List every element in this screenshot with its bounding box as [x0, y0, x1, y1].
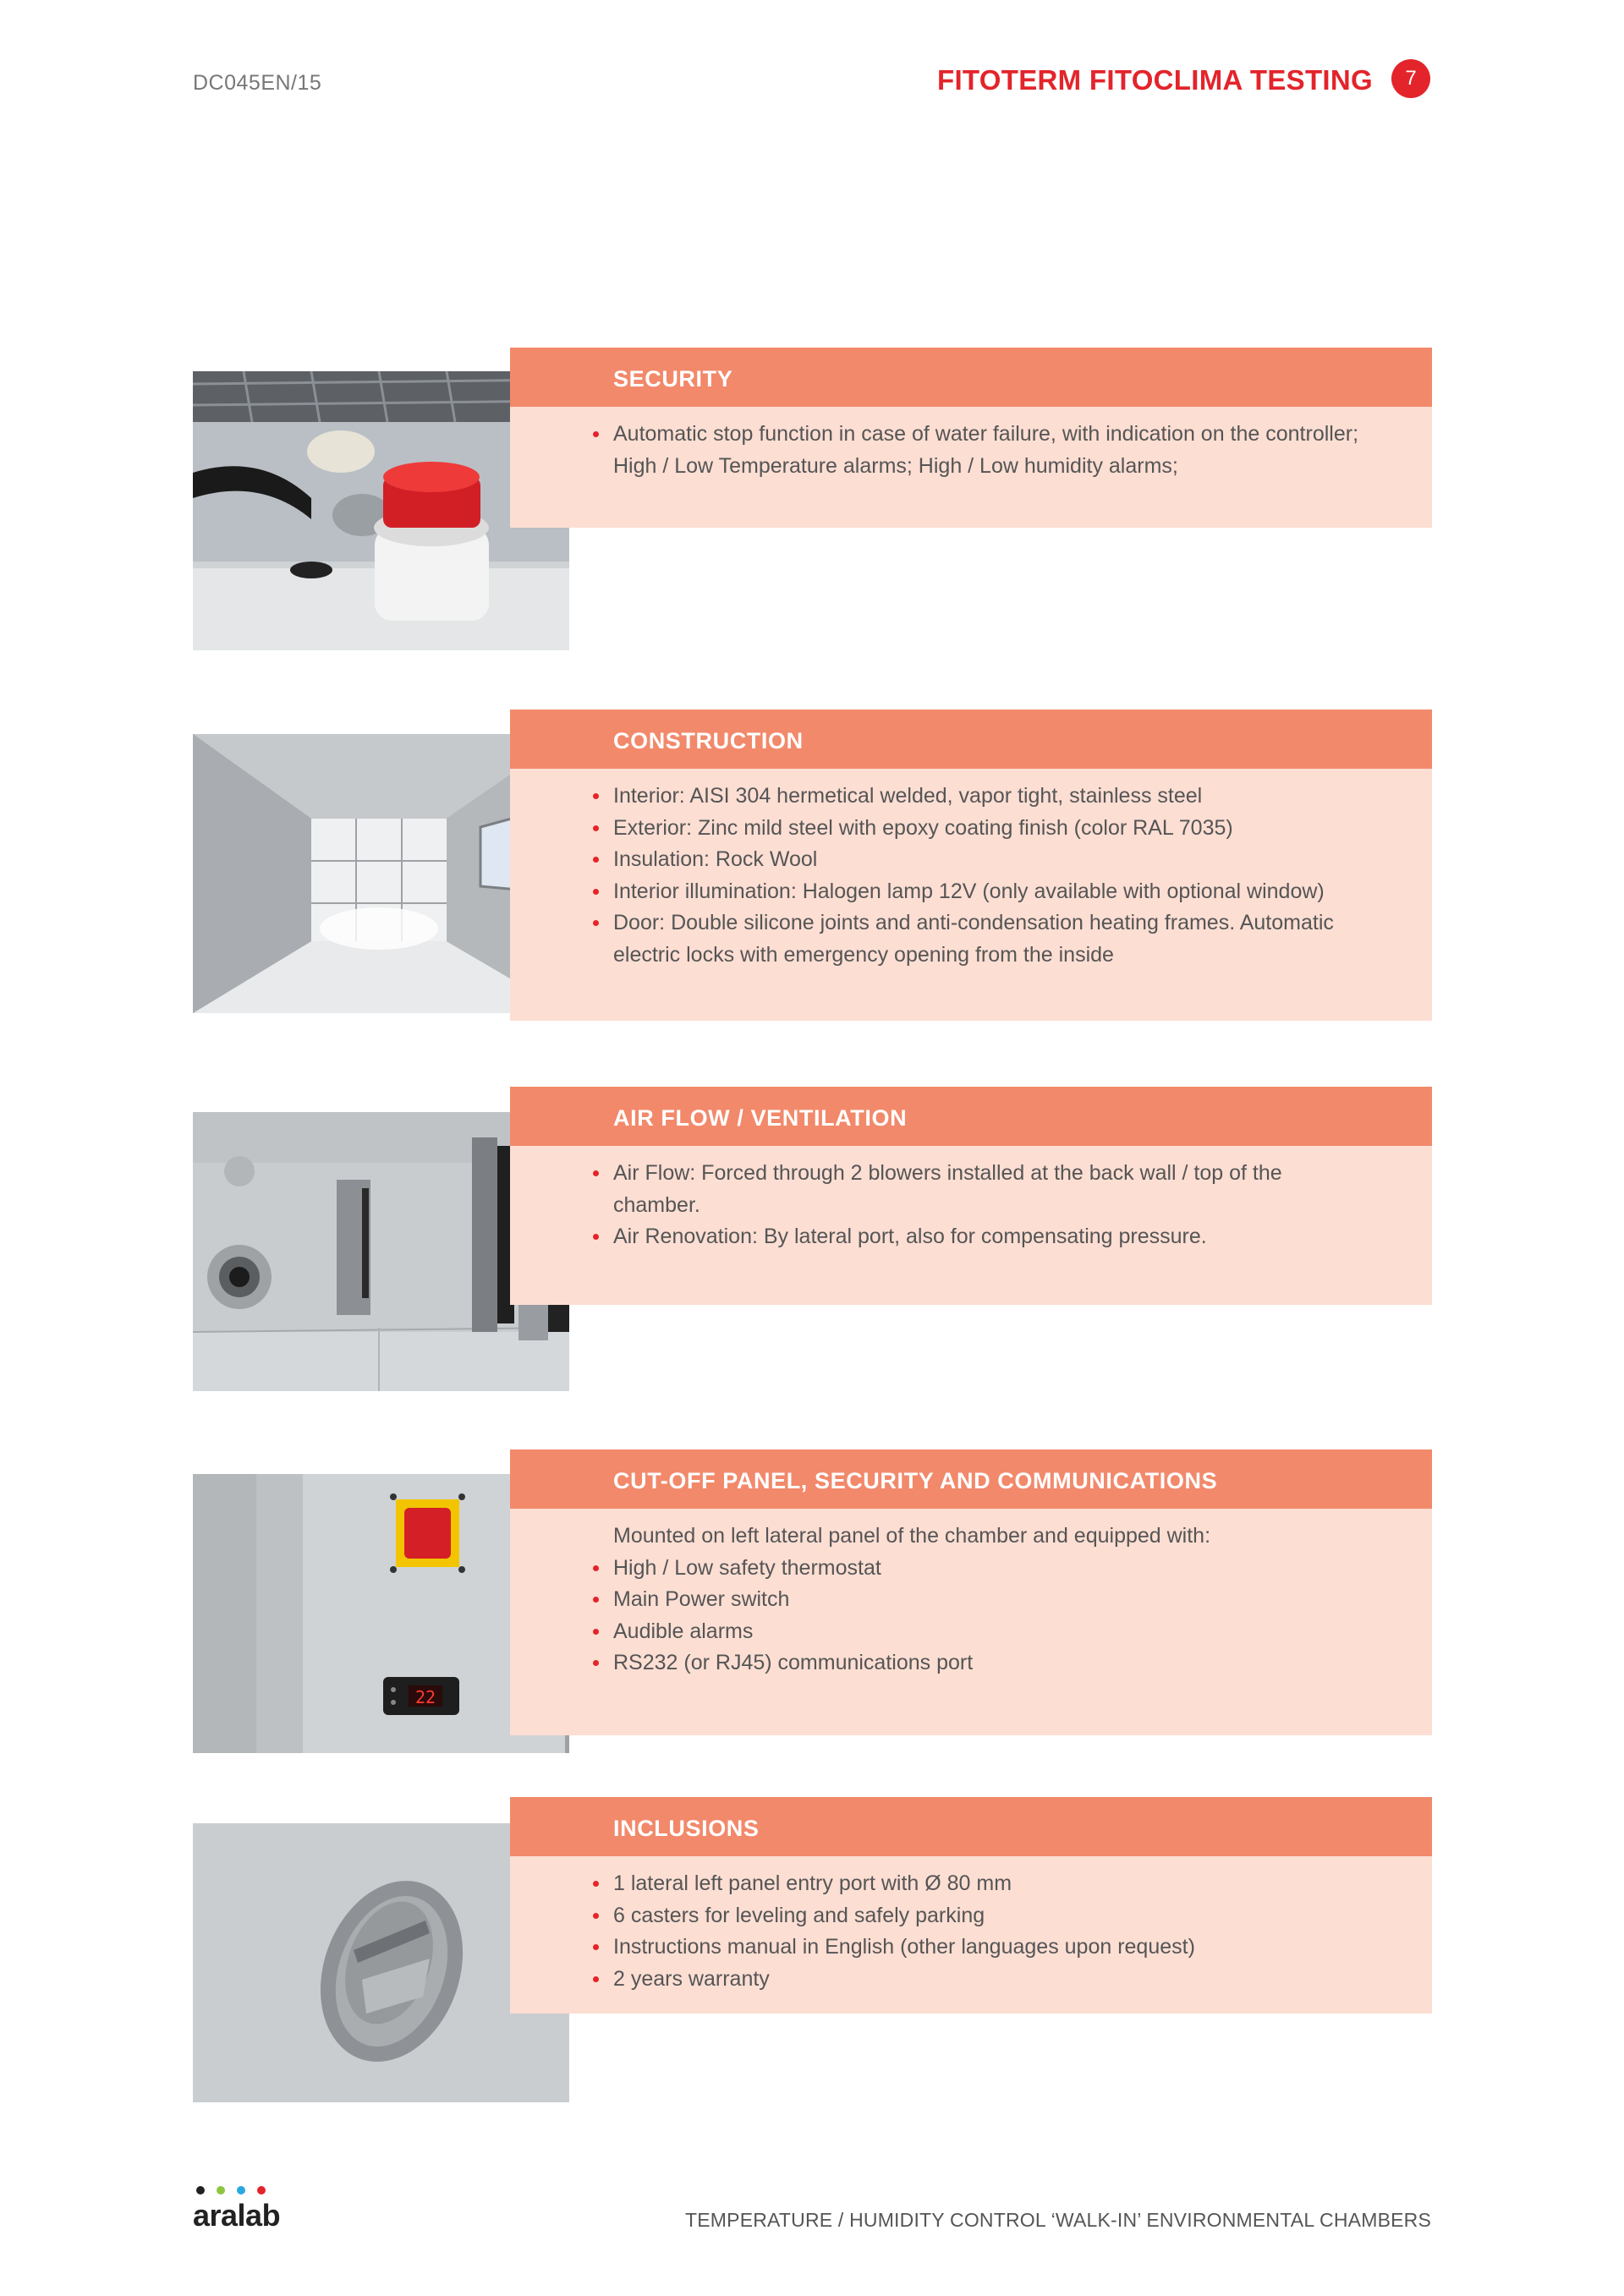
section-intro: Mounted on left lateral panel of the chamber and equipped with: [613, 1524, 1211, 1548]
bullet-item: 2 years warranty [613, 1964, 1374, 1996]
bullet-item: Door: Double silicone joints and anti-condensation heating frames. Automatic electric locks with emergency opening from the inside [613, 907, 1374, 971]
section-body [613, 1868, 1374, 1995]
bullet-item: Interior: AISI 304 hermetical welded, vapor tight, stainless steel [613, 781, 1374, 813]
bullet-item: Automatic stop function in case of water failure, with indication on the controller; High / Low Temperature alarms; High / Low humidity alarms; [613, 419, 1374, 482]
document-code: DC045EN/15 [193, 71, 322, 95]
bullet-item: Insulation: Rock Wool [613, 844, 1374, 876]
section-body [613, 1158, 1374, 1253]
section-title: SECURITY [613, 366, 733, 392]
logo-dot [237, 2186, 245, 2195]
section-body [613, 781, 1374, 971]
construction-panel [510, 710, 1432, 1021]
logo-dot [196, 2186, 205, 2195]
section-title: INCLUSIONS [613, 1816, 760, 1841]
page-number-badge: 7 [1391, 59, 1430, 98]
section-title: CONSTRUCTION [613, 728, 804, 753]
bullet-item: High / Low safety thermostat [613, 1553, 1374, 1585]
bullet-item: 6 casters for leveling and safely parking [613, 1900, 1374, 1932]
footer-tagline: TEMPERATURE / HUMIDITY CONTROL ‘WALK-IN’ ENVIRONMENTAL CHAMBERS [685, 2209, 1431, 2231]
inclusions-panel [510, 1797, 1432, 2014]
section-body [613, 419, 1374, 482]
bullet-item: Instructions manual in English (other languages upon request) [613, 1932, 1374, 1964]
logo-dot [257, 2186, 266, 2195]
logo-dots [196, 2186, 280, 2195]
bullet-item: 1 lateral left panel entry port with Ø 80 mm [613, 1868, 1374, 1900]
bullet-item: Air Renovation: By lateral port, also for compensating pressure. [613, 1221, 1374, 1253]
bullet-item: Audible alarms [613, 1616, 1374, 1648]
air-flow-panel [510, 1087, 1432, 1305]
document-title: FITOTERM FITOCLIMA TESTING [937, 64, 1373, 96]
logo-text: aralab [193, 2198, 281, 2233]
cut-off-panel-panel [510, 1449, 1432, 1735]
logo-dot [217, 2186, 225, 2195]
controller-display-readout: 22 [414, 1687, 436, 1707]
bullet-item: Exterior: Zinc mild steel with epoxy coating finish (color RAL 7035) [613, 813, 1374, 845]
security-panel [510, 348, 1432, 528]
bullet-item: Main Power switch [613, 1584, 1374, 1616]
bullet-item: Interior illumination: Halogen lamp 12V (only available with optional window) [613, 876, 1374, 908]
section-title: CUT-OFF PANEL, SECURITY AND COMMUNICATIONS [613, 1468, 1218, 1493]
bullet-item: RS232 (or RJ45) communications port [613, 1647, 1374, 1680]
aralab-logo [193, 2186, 280, 2233]
section-body [613, 1521, 1374, 1680]
section-title: AIR FLOW / VENTILATION [613, 1105, 908, 1131]
bullet-item: Air Flow: Forced through 2 blowers installed at the back wall / top of the chamber. [613, 1158, 1374, 1221]
